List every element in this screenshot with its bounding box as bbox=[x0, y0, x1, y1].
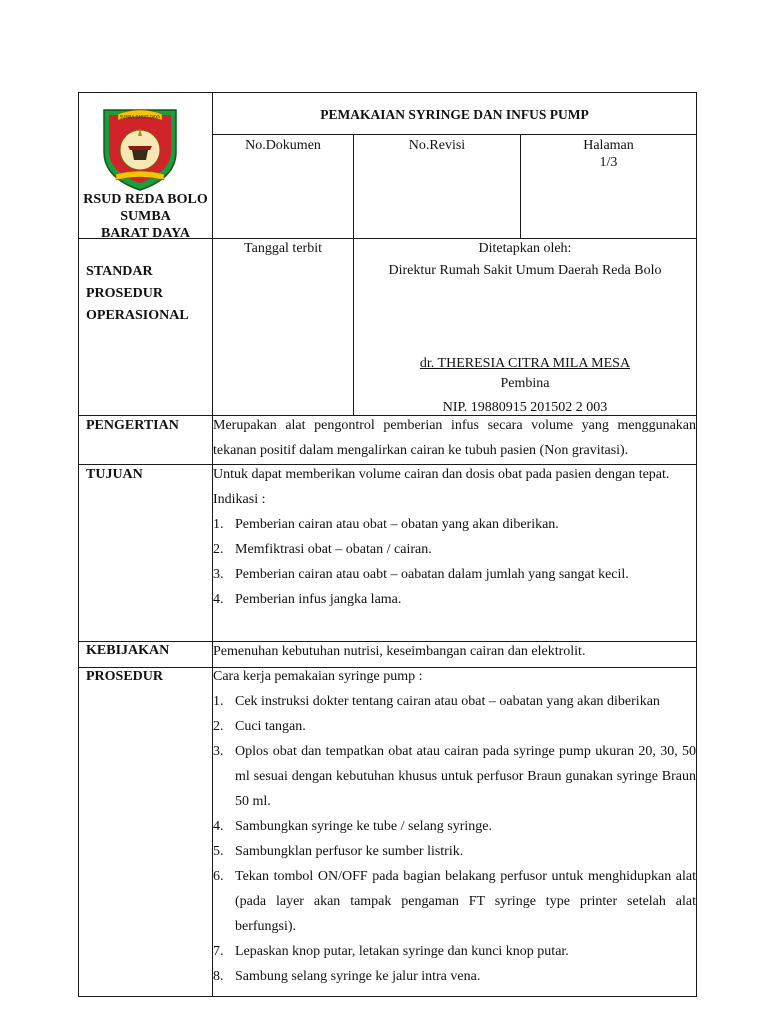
no-dokumen-label: No.Dokumen bbox=[245, 138, 321, 153]
list-number: 3. bbox=[213, 744, 224, 759]
list-item bbox=[213, 839, 696, 864]
signatory-nip: NIP. 19880915 201502 2 003 bbox=[442, 400, 608, 415]
kebijakan-text: Pemenuhan kebutuhan nutrisi, keseimbangan cairan dan elektrolit. bbox=[213, 644, 586, 659]
sop-label bbox=[86, 261, 189, 327]
list-text: Pemberian infus jangka lama. bbox=[235, 592, 402, 607]
direktur-title: Direktur Rumah Sakit Umum Daerah Reda Bolo bbox=[388, 263, 662, 278]
list-number: 1. bbox=[213, 694, 224, 709]
list-text: Oplos obat dan tempatkan obat atau cairan pada syringe pump ukuran 20, 30, 50 ml sesuai dengan kebutuhan khusus untuk perfusor Braun gunakan syringe Braun 50 ml. bbox=[235, 744, 696, 809]
list-text: Cuci tangan. bbox=[235, 719, 306, 734]
hospital-name-line: SUMBA bbox=[120, 209, 171, 224]
title-divider bbox=[212, 134, 697, 135]
signatory-name: dr. THERESIA CITRA MILA MESA bbox=[419, 356, 631, 371]
list-item bbox=[213, 562, 696, 587]
tujuan-text: Untuk dapat memberikan volume cairan dan dosis obat pada pasien dengan tepat. bbox=[213, 467, 670, 482]
logo-banner-text: SUMBA BARAT DAYA bbox=[119, 114, 161, 120]
list-number: 6. bbox=[213, 869, 224, 884]
list-item bbox=[213, 587, 696, 612]
hospital-name-line: BARAT DAYA bbox=[100, 226, 191, 241]
list-number: 7. bbox=[213, 944, 224, 959]
signatory-rank: Pembina bbox=[500, 376, 550, 391]
list-item bbox=[213, 939, 696, 964]
list-item bbox=[213, 689, 696, 714]
prosedur-content bbox=[213, 664, 696, 989]
tanggal-terbit-label: Tanggal terbit bbox=[244, 241, 322, 256]
kebijakan-label: KEBIJAKAN bbox=[86, 643, 170, 658]
list-number: 5. bbox=[213, 844, 224, 859]
no-revisi-label: No.Revisi bbox=[408, 138, 466, 153]
list-text: Cek instruksi dokter tentang cairan atau obat – oabatan yang akan diberikan bbox=[235, 694, 660, 709]
list-number: 2. bbox=[213, 542, 224, 557]
list-number: 2. bbox=[213, 719, 224, 734]
hospital-logo-emblem bbox=[98, 104, 182, 192]
list-text: Sambungkan syringe ke tube / selang syringe. bbox=[235, 819, 493, 834]
hospital-name bbox=[79, 191, 212, 242]
list-number: 8. bbox=[213, 969, 224, 984]
sop-label-line: OPERASIONAL bbox=[86, 308, 189, 323]
list-text: Lepaskan knop putar, letakan syringe dan kunci knop putar. bbox=[235, 944, 569, 959]
list-text: Memfiktrasi obat – obatan / cairan. bbox=[235, 542, 432, 557]
list-item bbox=[213, 864, 696, 939]
list-text: Pemberian cairan atau obat – obatan yang akan diberikan. bbox=[235, 517, 559, 532]
list-text: Sambungklan perfusor ke sumber listrik. bbox=[235, 844, 464, 859]
tujuan-label: TUJUAN bbox=[86, 467, 143, 482]
list-item bbox=[213, 714, 696, 739]
list-item bbox=[213, 814, 696, 839]
hospital-name-line: RSUD REDA BOLO bbox=[83, 192, 208, 207]
list-text: Tekan tombol ON/OFF pada bagian belakang perfusor untuk menghidupkan alat (pada layer akan tampak pengaman FT syringe type printer setelah alat berfungsi). bbox=[235, 869, 696, 934]
indikasi-label: Indikasi : bbox=[213, 492, 266, 507]
halaman-value: 1/3 bbox=[599, 155, 618, 170]
list-text: Sambung selang syringe ke jalur intra vena. bbox=[235, 969, 481, 984]
pengertian-label: PENGERTIAN bbox=[86, 418, 179, 433]
pengertian-text: Merupakan alat pengontrol pemberian infus secara volume yang menggunakan tekanan positif dalam mengalirkan cairan ke tubuh pasien (Non gravitasi). bbox=[213, 418, 696, 458]
list-text: Pemberian cairan atau oabt – oabatan dalam jumlah yang sangat kecil. bbox=[235, 567, 629, 582]
prosedur-label: PROSEDUR bbox=[86, 669, 164, 684]
list-number: 4. bbox=[213, 592, 224, 607]
table-border-bottom bbox=[78, 996, 697, 997]
list-number: 1. bbox=[213, 517, 224, 532]
document-title: PEMAKAIAN SYRINGE DAN INFUS PUMP bbox=[320, 107, 589, 122]
list-number: 3. bbox=[213, 567, 224, 582]
list-item bbox=[213, 512, 696, 537]
table-border-right bbox=[696, 92, 697, 997]
halaman-label: Halaman bbox=[583, 138, 634, 153]
table-border-top bbox=[78, 92, 697, 93]
sop-label-line: STANDAR bbox=[86, 264, 153, 279]
list-item bbox=[213, 964, 696, 989]
list-number: 4. bbox=[213, 819, 224, 834]
tujuan-content bbox=[213, 462, 696, 612]
list-item bbox=[213, 739, 696, 814]
list-item bbox=[213, 537, 696, 562]
sop-label-line: PROSEDUR bbox=[86, 286, 164, 301]
ditetapkan-oleh-label: Ditetapkan oleh: bbox=[478, 241, 572, 256]
prosedur-intro: Cara kerja pemakaian syringe pump : bbox=[213, 669, 423, 684]
